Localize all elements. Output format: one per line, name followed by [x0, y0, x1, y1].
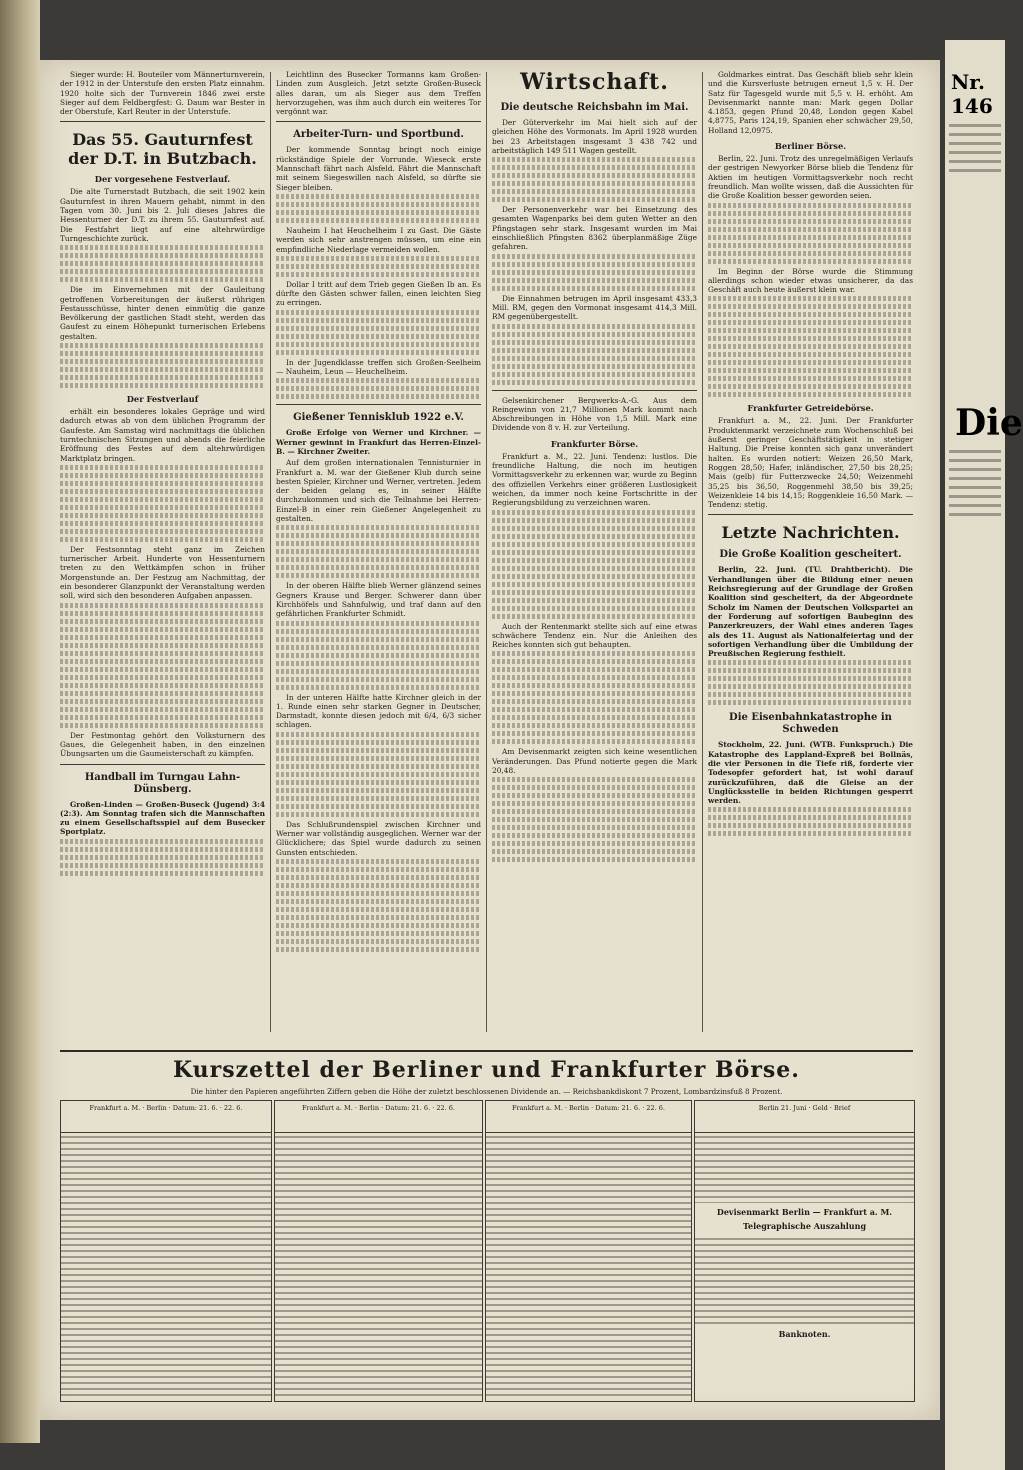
telegraphische-heading: Telegraphische Auszahlung [742, 1221, 867, 1231]
paragraph: Der Güterverkehr im Mai hielt sich auf der gleichen Höhe des Vormonats. Im April 1928 wurden bei 23 Arbeitstagen insgesamt 3 438 742 und arbeitstäglich 149 511 Wagen gestellt. [492, 118, 697, 155]
article-title-eisenbahnkatastrophe: Die Eisenbahnkatastrophe in Schweden [729, 712, 892, 736]
article-title-koalition: Die Große Koalition gescheitert. [719, 549, 902, 561]
paragraph: Am Devisenmarkt zeigten sich keine wesentlichen Veränderungen. Das Pfund notierte gegen die Mark 20,48. [492, 747, 697, 776]
column-1 [60, 70, 265, 1045]
newspaper-page [40, 60, 940, 1420]
paragraph: Frankfurt a. M., 22. Juni. Tendenz: lustlos. Die freundliche Haltung, die noch im heutigen Vormittagsverkehr zu erkennen war, wurde zu Beginn des offiziellen Verkehrs einer größeren Lustlosigkeit weichen, da immer noch keine Fortschritte in der Regierungsbildung zu verzeichnen waren. [492, 451, 697, 508]
article-title-gauturnfest: Das 55. Gauturnfest der D.T. in Butzbach. [68, 130, 257, 169]
paragraph: In der oberen Hälfte blieb Werner glänzend seines Gegners Krause und Berger. Schwerer dann über Kirchhöfels und Sahnfulwig, und traf dann auf den gefährlichen Frankfurter Schmidt. [276, 581, 481, 619]
paragraph: Der Personenverkehr war bei Einsetzung des gesamten Wagenparks bei dem guten Wetter an den Pfingstagen sehr stark. Insgesamt wurden im Mai einschließlich Pfingsten 8362 überplanmäßige Züge gefahren. [492, 205, 697, 252]
devisenmarkt-heading: Devisenmarkt Berlin — Frankfurt a. M. [716, 1207, 893, 1217]
table-rows [695, 1133, 914, 1203]
book-spine [0, 0, 40, 1443]
paragraph: Frankfurt a. M., 22. Juni. Der Frankfurter Produktenmarkt verzeichnete zum Wochenschluß bei äußerst geringer Geschäftstätigkeit in stetiger Haltung. Die Preise konnten sich ganz unverändert halten. Es wurden notiert: Weizen 26,50 Mark, Roggen 28,50; Hafer, inländischer, 27,50 bis 28,25; Mais (gelb) für Futterzwecke 24,50; Weizenmehl 35,25 bis 36,50, Roggenmehl 38,50 bis 39,25; Weizenkleie 14 bis 14,15; Roggenkleie 16,50 Mark. — Tendenz: stetig. [708, 416, 913, 510]
paragraph: Stockholm, 22. Juni. (WTB. Funkspruch.) Die Katastrophe des Lappland-Expreß bei Bollnäs, die vier Personen in die Tiefe riß, forderte vier Todesopfer gefordert hat, ist wohl darauf zurückzuführen, daß die Gleise an der Unglücksstelle in beiden Richtungen gesperrt werden. [708, 740, 913, 806]
paragraph: Der kommende Sonntag bringt noch einige rückständige Spiele der Vorrunde. Wieseck erste Mannschaft fährt nach Alsfeld. Fährt die Mannschaft mit seinem Siegeswillen nach Alsfeld, so dürfte sie Sieger bleiben. [276, 145, 481, 192]
column-separator [270, 72, 271, 1032]
section-title-letzte-nachrichten: Letzte Nachrichten. [721, 523, 900, 543]
paragraph: Auch der Rentenmarkt stellte sich auf eine etwas schwächere Tendenz ein. Nur die Anleihen des Reiches konnten sich gut behaupten. [492, 621, 697, 650]
article-title-arbeiter-sportbund: Arbeiter-Turn- und Sportbund. [293, 129, 464, 141]
paragraph: Großen-Linden — Großen-Buseck (Jugend) 3:4 (2:3). Am Sonntag trafen sich die Mannschaften zu einem Gesellschaftsspiel auf dem Busecker Sportplatz. [60, 799, 265, 837]
paragraph: Berlin, 22. Juni. (TU. Drahtbericht). Die Verhandlungen über die Bildung einer neuen Reichsregierung auf der Grundlage der Großen Koalition sind gescheitert, da der Abgeordnete Scholz im Namen der Deutschen Volkspartei an der Forderung auf sofortigen Baubeginn des Panzerkreuzers, der Wahl eines anderen Tages als des 11. August als Nationalfeiertag und der sofortigen Verhandlung über die Umbildung der Preußischen Regierung festhielt. [708, 565, 913, 659]
article-title-tennisklub: Gießener Tennisklub 1922 e.V. [293, 412, 464, 424]
divider [276, 121, 481, 122]
adjacent-page-headline: Die [955, 402, 1023, 444]
paragraph: Auf dem großen internationalen Tennisturnier in Frankfurt a. M. war der Gießener Klub durch seine besten Spieler, Kirchner und Werner, vertreten. Jedem der beiden gelang es, in seiner Hälfte durchzukommen und sich die Teilnahme bei Herren-Einzel-B in einer rein Gießener Angelegenheit zu gestalten. [276, 458, 481, 524]
paragraph: Gelsenkirchener Bergwerks-A.-G. Aus dem Reingewinn von 21,7 Millionen Mark kommt nach Abschreibungen in Höhe von 1,5 Mill. Mark eine Dividende von 8 v. H. zur Verteilung. [492, 395, 697, 433]
paragraph: Im Beginn der Börse wurde die Stimmung allerdings schon wieder etwas unsicherer, da das Geschäft auch heute äußerst klein war. [708, 266, 913, 295]
column-3 [492, 70, 697, 1045]
section-rule [60, 1050, 913, 1052]
paragraph: Nauheim I hat Heuchelheim I zu Gast. Die Gäste werden sich sehr anstrengen müssen, um eine ein empfindliche Niederlage vermeiden wollen. [276, 225, 481, 254]
paragraph: Der Festsonntag steht ganz im Zeichen turnerischer Arbeit. Hunderte von Hessenturnern treten zu den Wettkämpfen schon in früher Morgenstunde an. Der Festzug am Nachmittag, der ein besonderer Glanzpunkt der Veranstaltung werden soll, wird sich den besonderen Aufgaben anpassen. [60, 544, 265, 601]
stock-tables [60, 1100, 913, 1400]
divider [708, 514, 913, 515]
table-header: Frankfurt a. M. · Berlin · Datum: 21. 6. · 22. 6. [61, 1101, 271, 1133]
column-4 [708, 70, 913, 1045]
table-rows [486, 1133, 691, 1398]
article-title-reichsbahn: Die deutsche Reichsbahn im Mai. [500, 102, 689, 113]
divider [60, 764, 265, 765]
paragraph: Goldmarkes eintrat. Das Geschäft blieb sehr klein und die Kursverluste betrugen erneut 1,5 v. H. Der Satz für Tagesgeld wurde mit 5,5 v. H. erhöht. Am Devisenmarkt nannte man: Mark gegen Dollar 4.1853, gegen Pfund 20,48, London gegen Kabel 4,8775, Paris 124,19, Spanien eher schwächer 29,50, Holland 12,0975. [708, 70, 913, 135]
divider [60, 121, 265, 122]
table-rows [61, 1133, 271, 1398]
paragraph: Die Einnahmen betrugen im April insgesamt 433,3 Mill. RM, gegen den Vormonat insgesamt 414,3 Mill. RM gegenübergestellt. [492, 293, 697, 322]
paragraph: In der Jugendklasse treffen sich Großen-Seelheim — Nauheim, Leun — Heuchelheim. [276, 357, 481, 377]
paragraph: Leichtlinn des Busecker Tormanns kam Großen-Linden zum Ausgleich. Jetzt setzte Großen-Buseck alles daran, um als Sieger aus dem Treffen hervorzugehen, was ihm auch durch ein weiteres Tor vergönnt war. [276, 70, 481, 117]
subheading-der-festverlauf: Der Festverlauf [126, 394, 199, 405]
table-header: Frankfurt a. M. · Berlin · Datum: 21. 6. · 22. 6. [486, 1101, 691, 1133]
section-title-wirtschaft: Wirtschaft. [520, 69, 669, 95]
column-2 [276, 70, 481, 1045]
table-header: Berlin 21. Juni · Geld · Brief [695, 1101, 914, 1133]
table-rows [695, 1235, 914, 1325]
kurszettel-subtitle: Die hinter den Papieren angeführten Ziffern geben die Höhe der zuletzt beschlossenen Dividende an. — Reichsbankdiskont 7 Prozent, Lombardzinsfuß 8 Prozent. [190, 1087, 783, 1096]
stock-table-3 [485, 1100, 692, 1402]
stock-table-1 [60, 1100, 272, 1402]
paragraph: In der unteren Hälfte hatte Kirchner gleich in der 1. Runde einen sehr starken Gegner in Deutscher, Darmstadt, konnte diesen jedoch mit 6/4, 6/3 sicher schlagen. [276, 692, 481, 730]
intro-paragraph: Sieger wurde: H. Bouteiler vom Männerturnverein, der 1912 in der Unterstufe den ersten Platz einnahm. 1920 holte sich der Turnverein 1846 zwei erste Sieger auf dem Feldbergfest: G. Daum war Bester in der Oberstufe, Karl Reuter in der Unterstufe. [60, 70, 265, 117]
paragraph: Berlin, 22. Juni. Trotz des unregelmäßigen Verlaufs der gestrigen Newyorker Börse blieb die Tendenz für Aktien im heutigen Vormittagsverkehr noch recht freundlich. Man wollte wissen, daß die Aussichten für die Große Koalition besser geworden seien. [708, 154, 913, 201]
paragraph: Die alte Turnerstadt Butzbach, die seit 1902 kein Gauturnfest in ihren Mauern gehabt, nimmt in den Tagen vom 30. Juni bis 2. Juli dieses Jahres die Hessenturner der D.T. zu ihrem 55. Gauturnfest auf. Die Festfahrt liegt auf eine altehrwürdige Turngeschichte zurück. [60, 187, 265, 243]
article-title-handball: Handball im Turngau Lahn-Dünsberg. [84, 771, 241, 795]
subheading-getreideboerse: Frankfurter Getreidebörse. [747, 403, 874, 414]
table-header: Frankfurt a. M. · Berlin · Datum: 21. 6. · 22. 6. [275, 1101, 482, 1133]
paragraph: Die im Einvernehmen mit der Gauleitung getroffenen Vorbereitungen der äußerst rührigen Festausschüsse, hinter denen einmütig die ganze Bevölkerung der gastlichen Stadt steht, werden das Gaufest zu einem Höhepunkt turnerischen Erlebens gestalten. [60, 285, 265, 341]
divider [276, 404, 481, 405]
kurszettel-title: Kurszettel der Berliner und Frankfurter Börse. [173, 1057, 800, 1083]
subheading-festverlauf: Der vorgesehene Festverlauf. [94, 174, 231, 185]
stock-table-2 [274, 1100, 483, 1402]
stock-table-4 [694, 1100, 915, 1402]
paragraph: Dollar I tritt auf dem Trieb gegen Gießen Ib an. Es dürfte den Gästen schwer fallen, einen leichten Sieg zu erringen. [276, 279, 481, 308]
banknoten-heading: Banknoten. [778, 1329, 831, 1339]
paragraph: Das Schlußrundenspiel zwischen Kirchner und Werner war vollständig ausgeglichen. Werner war der Glücklichere; das Spiel wurde dadurch zu seinen Gunsten entschieden. [276, 819, 481, 857]
adjacent-page-header: Nr. 146 [951, 70, 993, 118]
subheading-berliner-boerse: Berliner Börse. [774, 141, 847, 152]
paragraph: Der Festmontag gehört den Volksturnern des Gaues, die Gelegenheit haben, in den einzelnen Übungsarten um die Gaumeisterschaft zu kämpfen. [60, 730, 265, 759]
column-separator [702, 72, 703, 1032]
column-separator [486, 72, 487, 1032]
adjacent-page [945, 40, 1023, 1470]
paragraph: erhält ein besonderes lokales Gepräge und wird dadurch etwas ab von dem üblichen Programm der Gaufeste. Am Samstag wird nachmittags die üblichen turntechnischen Sitzungen und abends die feierliche Eröffnung des Festes auf dem altehrwürdigen Marktplatz bringen. [60, 407, 265, 463]
article-subtitle: Große Erfolge von Werner und Kirchner. — Werner gewinnt in Frankfurt das Herren-Einzel-B. — Kirchner Zweiter. [276, 428, 481, 456]
table-rows [275, 1133, 482, 1398]
divider [492, 390, 697, 391]
subheading-frankfurter-boerse: Frankfurter Börse. [550, 438, 639, 449]
